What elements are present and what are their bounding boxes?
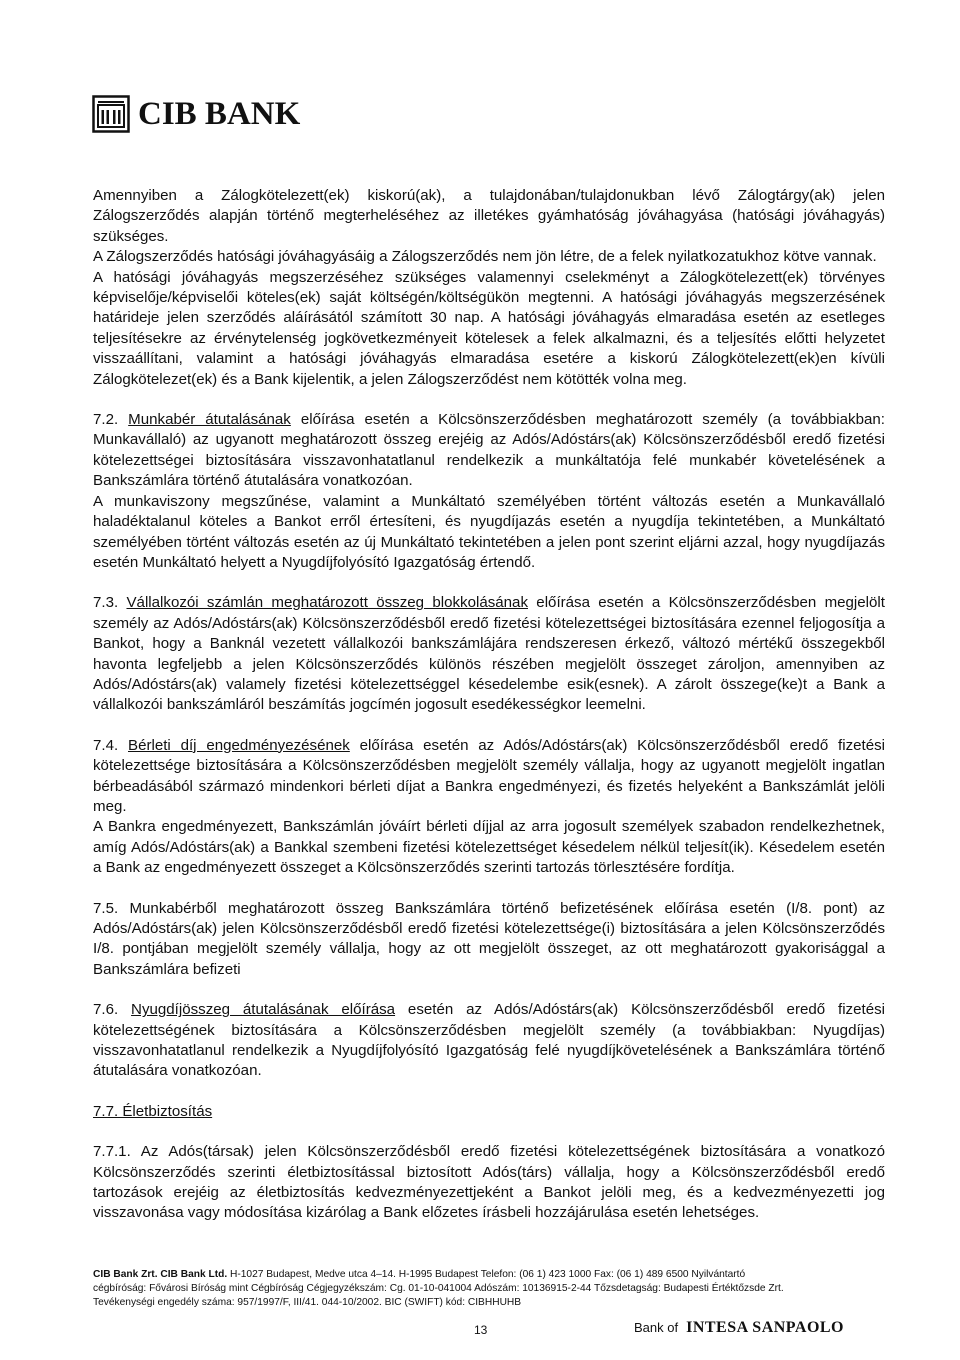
footer-line-2: cégbíróság: Fővárosi Bíróság mint Cégbíróság Cégjegyzékszám: Cg. 01-10-041004 Adószám: 10136915-2-44 Tőzsdetagság: Budapesti Értéktőzsde Zrt. bbox=[93, 1283, 784, 1294]
parent-bank-logo bbox=[634, 1319, 844, 1337]
section-number: 7.2. bbox=[93, 411, 119, 429]
section-7-2-paragraph-2: A munkaviszony megszűnése, valamint a Munkáltató személyében történt változás esetén a Munkavállaló haladéktalanul köteles a Bankot erről értesíteni, és nyugdíjazás esetén a nyugdíja tekintetében, a Munkáltató személyében történt változás esetén az új Munkáltató tekintetében a jelen pont szerint eljárni azzal, hogy nyugdíjazás esetén Munkáltató helyett a Nyugdíjfolyósító Igazgatóság értendő. bbox=[93, 492, 885, 571]
section-7-4 bbox=[93, 736, 885, 818]
section-7-7-heading: 7.7. Életbiztosítás bbox=[93, 1102, 213, 1120]
section-7-6 bbox=[93, 1000, 885, 1082]
section-number: 7.4. bbox=[93, 736, 119, 754]
section-text: esetén az Adós/Adóstárs(ak) Kölcsönszerződésből eredő fizetési kötelezettségének biztosítására a Kölcsönszerződésben megjelölt személy (a továbbiakban: Nyugdíjas) visszavonhatatlanul rendelkezik a Nyugdíjfolyósító Igazgatóság felé nyugdíjkövetelésének a Bankszámlára történő átutalására vonatkozóan. bbox=[93, 1001, 885, 1080]
bank-logo bbox=[92, 94, 300, 134]
document-body bbox=[93, 186, 885, 1224]
intro-paragraph-3: A hatósági jóváhagyás megszerzéséhez szükséges valamennyi cselekményt a Zálogkötelezett(ek) törvényes képviselője/képviselői köteles(ek) saját költségén/költségükön megtenni. A hatósági jóváhagyás megszerzésének határideje jelen szerződés aláírásától számított 30 nap. A hatósági jóváhagyás elmaradása esetén az esetleges teljesítésekre az érvénytelenség jogkövetkezményeit kötelesek a felek alkalmazni, és a teljesítés előtti helyzetet visszaállítani, valamint a hatósági jóváhagyás elmaradása esetére a kiskorú Zálogkötelezett(ek)en kívüli Zálogkötelezet(ek) és a Bank kijelentik, a jelen Zálogszerződést nem kötötték volna meg. bbox=[93, 268, 885, 388]
footer-company: CIB Bank Zrt. CIB Bank Ltd. bbox=[93, 1269, 228, 1280]
footer-line-3: Tevékenységi engedély száma: 957/1997/F, III/41. 044-10/2002. BIC (SWIFT) kód: CIBHHUHB bbox=[93, 1297, 522, 1308]
section-text: előírása esetén a Kölcsönszerződésben megjelölt személy az Adós/Adóstárs(ak) Kölcsönszerződésből eredő fizetési kötelezettségei biztosítására ezennel feljogosítja a Bankot, hogy a Banknál vezetett vállalkozói bankszámlájára rendszeresen érkező, változó mértékű összegekből havonta legfeljebb a jelen Kölcsönszerződés különös részében megjelölt összeget zároljon, amennyiben az Adós/Adóstárs(ak) valamely fizetési kötelezettséggel késedelembe esik(esnek). A zárolt összege(ke)t a Bank a vállalkozói bankszámláról beszámítás jogcímén jogosult esedékességkor leemelni. bbox=[93, 594, 885, 714]
sponsor-name: INTESA SANPAOLO bbox=[686, 1319, 844, 1336]
section-title: Vállalkozói számlán meghatározott összeg blokkolásának bbox=[126, 594, 528, 612]
section-text: előírása esetén a Kölcsönszerződésben meghatározott személy (a továbbiakban: Munkavállaló) az ugyanott meghatározott összeg erejéig az Adós/Adóstárs(ak) Kölcsönszerződésből eredő fizetési kötelezettségei biztosítására visszavonhatatlanul rendelkezik a munkáltatója felé munkabér követelésének a Bankszámlára történő átutalására vonatkozóan. bbox=[93, 411, 885, 490]
intro-paragraph-2: A Zálogszerződés hatósági jóváhagyásáig a Zálogszerződés nem jön létre, de a felek nyilatkozatukhoz kötve vannak. bbox=[93, 248, 877, 266]
section-number: 7.6. bbox=[93, 1001, 119, 1019]
cib-logo-mark-icon bbox=[92, 95, 130, 133]
section-7-7-1: 7.7.1. Az Adós(társak) jelen Kölcsönszerződésből eredő fizetési kötelezettségének biztosítására a vonatkozó Kölcsönszerződés szerinti életbiztosítással biztosított Adós(társ) vállalja, hogy a Kölcsönszerződésből eredő tartozások erejéig az életbiztosítás kedvezményezettjeként a Bankot jelöli meg, és a kedvezményezetti jog visszavonása vagy módosítása kizárólag a Bank előzetes írásbeli hozzájárulása esetén lehetséges. bbox=[93, 1143, 885, 1222]
sponsor-prefix: Bank of bbox=[634, 1320, 679, 1335]
section-title: Bérleti díj engedményezésének bbox=[128, 736, 350, 754]
section-7-3 bbox=[93, 593, 885, 715]
footer bbox=[93, 1268, 893, 1310]
section-7-5: 7.5. Munkabérből meghatározott összeg Bankszámlára történő befizetésének előírása esetén (I/8. pont) az Adós/Adóstárs(ak) jelen Kölcsönszerződésből eredő fizetési kötelezettsége(i) biztosítására a jelen Kölcsönszerződés I/8. pontjában megjelölt személy vállalja, hogy az ott megjelölt összeget, az ott meghatározott gyakorisággal a Bankszámlára befizeti bbox=[93, 899, 885, 978]
section-7-4-paragraph-2: A Bankra engedményezett, Bankszámlán jóváírt bérleti díjjal az arra jogosult személyek szabadon rendelkezhetnek, amíg Adós/Adóstárs(ak) a Bankkal szembeni fizetési kötelezettséget késedelem nélkül teljesít(ik). Késedelem esetén a Bank az engedményezett összeget a Kölcsönszerződés szerinti tartozás törlesztésére fordítja. bbox=[93, 818, 885, 877]
section-text: előírása esetén az Adós/Adóstárs(ak) Kölcsönszerződésből eredő fizetési kötelezettsége biztosítására a Kölcsönszerződésben megjelölt személy vállalja, hogy az ugyanott megjelölt ingatlan bérbeadásából származó mindenkori bérleti díjat a Bankra engedményezi, és fizetés helyeként a Bankszámlát jelöli meg. bbox=[93, 736, 885, 815]
intro-paragraph-1: Amennyiben a Zálogkötelezett(ek) kiskorú(ak), a tulajdonában/tulajdonukban lévő Zálogtárgy(ak) jelen Zálogszerződés alapján történő megterheléséhez az illetékes gyámhatóság jóváhagyása (hatósági jóváhagyás) szükséges. bbox=[93, 187, 885, 245]
section-title: Munkabér átutalásának bbox=[128, 411, 291, 429]
brand-name: CIB BANK bbox=[138, 96, 301, 132]
footer-line-1: CIB Bank Zrt. CIB Bank Ltd. H-1027 Budapest, Medve utca 4–14. H-1995 Budapest Telefon: (06 1) 423 1000 Fax: (06 1) 489 6500 Nyilvántartó bbox=[93, 1269, 746, 1280]
section-7-2 bbox=[93, 410, 885, 492]
page-number: 13 bbox=[474, 1323, 488, 1337]
section-number: 7.3. bbox=[93, 594, 119, 612]
section-title: Nyugdíjösszeg átutalásának előírása bbox=[131, 1001, 396, 1019]
